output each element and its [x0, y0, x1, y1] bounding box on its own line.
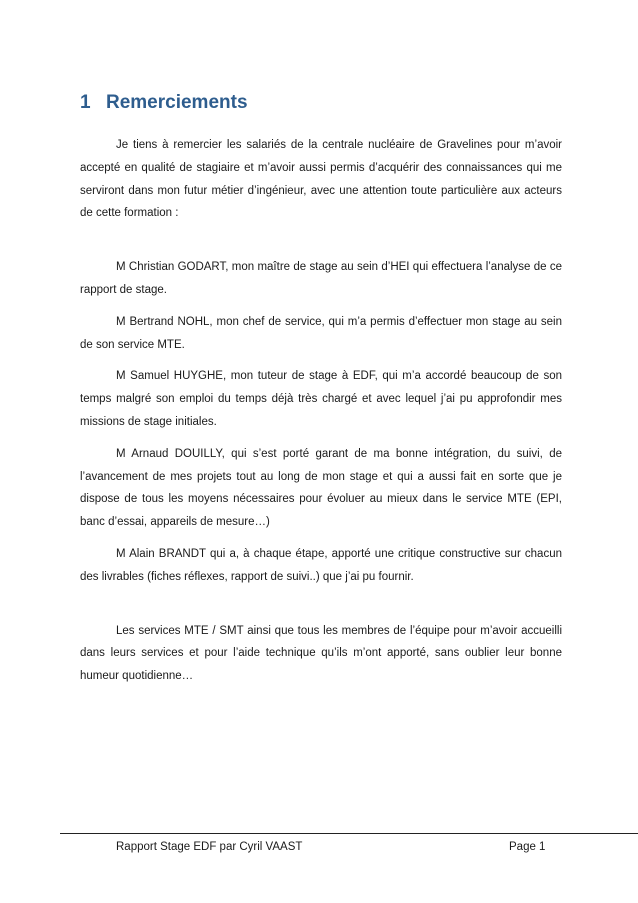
paragraph-nohl: M Bertrand NOHL, mon chef de service, qui m’a permis d’effectuer mon stage au sein de son service MTE.	[80, 315, 562, 351]
section-number: 1	[80, 92, 91, 113]
footer-title: Rapport Stage EDF par Cyril VAAST	[116, 841, 303, 853]
paragraph-brandt: M Alain BRANDT qui a, à chaque étape, apporté une critique constructive sur chacun des livrables (fiches réflexes, rapport de suivi..) que j’ai pu fournir.	[80, 547, 562, 583]
paragraph-spacer	[80, 234, 562, 256]
document-body	[80, 134, 562, 697]
paragraph-spacer	[80, 598, 562, 620]
section-title: Remerciements	[106, 92, 248, 113]
footer-divider	[60, 833, 638, 834]
paragraph-intro: Je tiens à remercier les salariés de la centrale nucléaire de Gravelines pour m’avoir accepté en qualité de stagiaire et m’avoir aussi permis d’acquérir des connaissances qui me serviront dans mon futur métier d’ingénieur, avec une attention toute particulière aux acteurs de cette formation :	[80, 139, 562, 220]
paragraph-douilly: M Arnaud DOUILLY, qui s’est porté garant de ma bonne intégration, du suivi, de l’avancement de mes projets tout au long de mon stage et qui a aussi fait en sorte que je dispose de tous les moyens nécessaires pour évoluer au mieux dans le service MTE (EPI, banc d’essai, appareils de mesure…)	[80, 447, 562, 529]
paragraph-godart: M Christian GODART, mon maître de stage au sein d’HEI qui effectuera l’analyse de ce rapport de stage.	[80, 261, 562, 296]
paragraph-huyghe: M Samuel HUYGHE, mon tuteur de stage à EDF, qui m’a accordé beaucoup de son temps malgré son emploi du temps déjà très chargé et avec lequel j’ai pu approfondir mes missions de stage initiales.	[80, 370, 562, 428]
section-heading	[80, 92, 248, 114]
paragraph-services: Les services MTE / SMT ainsi que tous les membres de l’équipe pour m’avoir accueilli dans leurs services et pour l’aide technique qu’ils m’ont apporté, sans oublier leur bonne humeur quotidienne…	[80, 624, 562, 683]
page-number: Page 1	[509, 841, 546, 853]
